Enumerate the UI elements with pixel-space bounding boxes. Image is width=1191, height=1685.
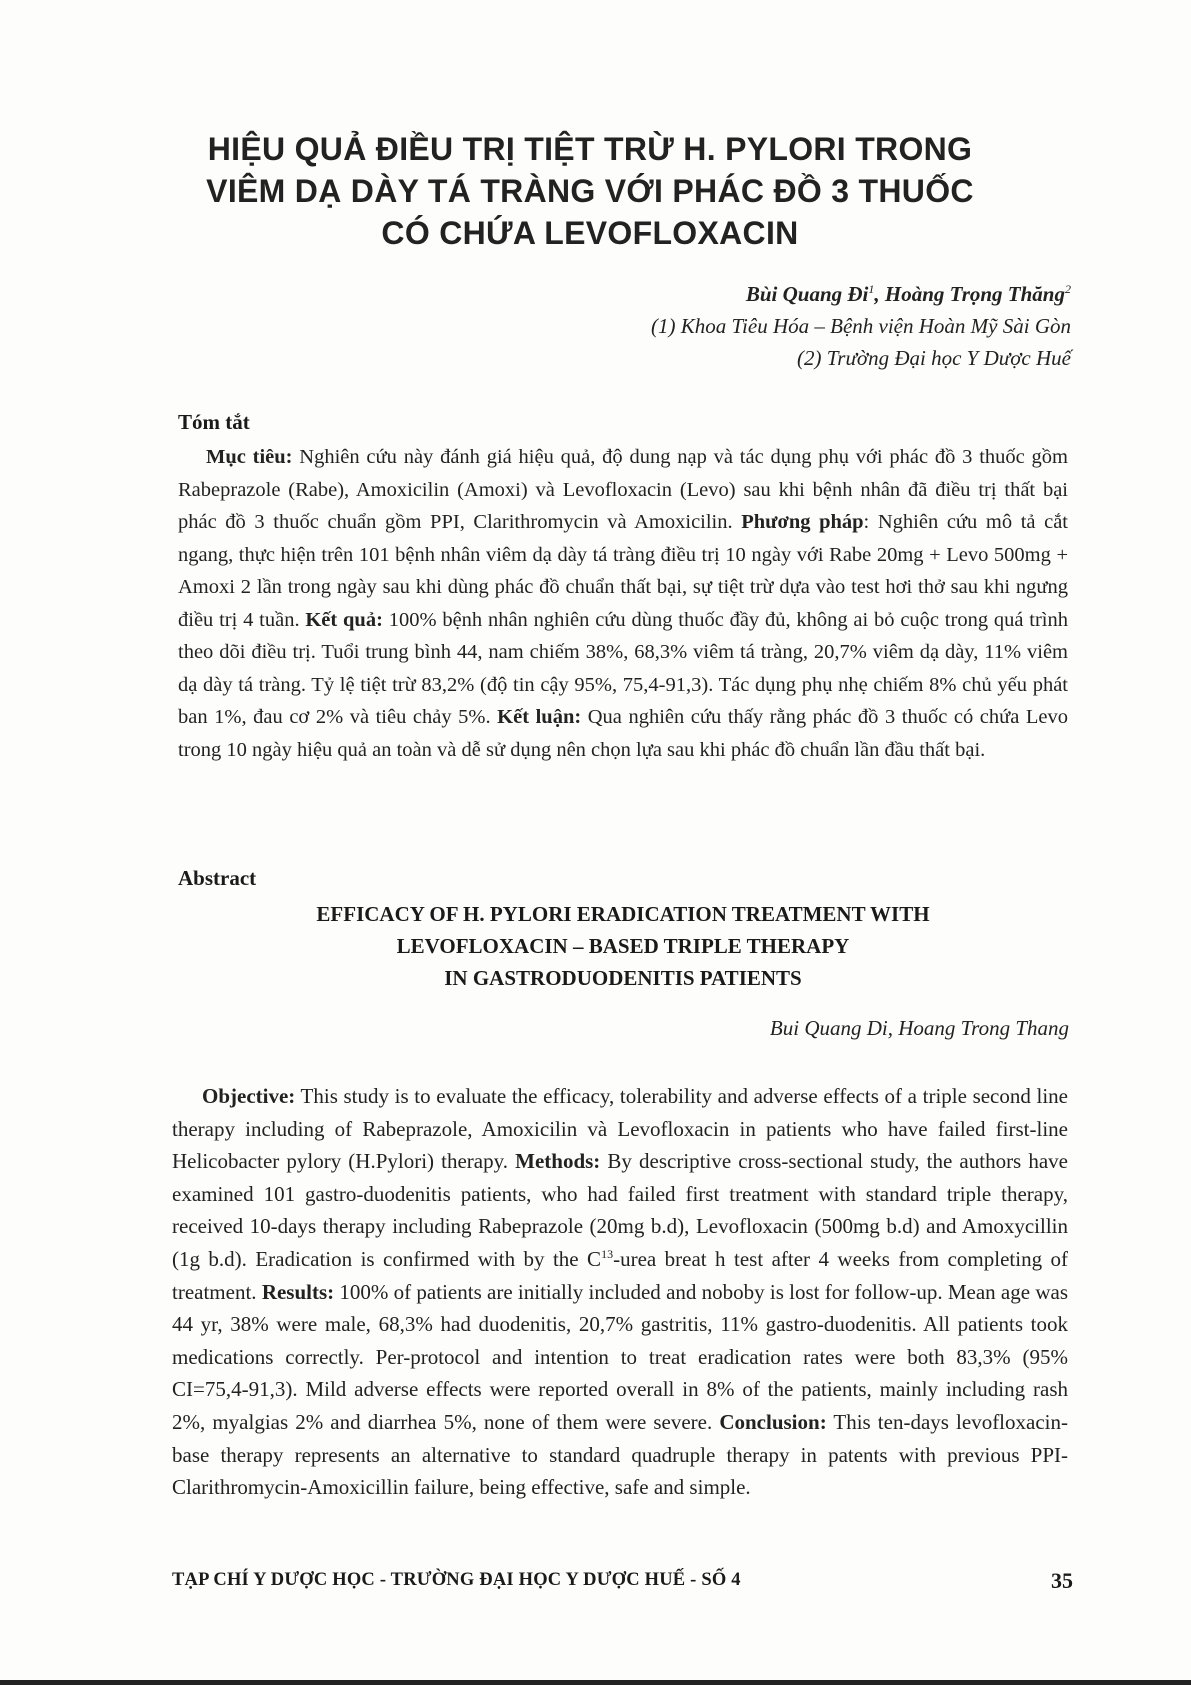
affiliation-2: (2) Trường Đại học Y Dược Huế	[797, 346, 1071, 370]
author-2: Hoàng Trọng Thăng	[884, 282, 1065, 306]
author-2-affiliation-mark: 2	[1065, 282, 1071, 296]
abstract-methods-text-b: -urea breat h test after 4 weeks from completing of treatment.	[172, 1246, 1069, 1304]
summary-result-label: Kết quả:	[305, 608, 383, 631]
bottom-edge-rule	[0, 1680, 1191, 1685]
summary-method-text: : Nghiên cứu mô tả cắt ngang, thực hiện trên 101 bệnh nhân viêm dạ dày tá tràng điều trị 10 ngày với Rabe 20mg + Levo 500mg + Amoxi 2 lần trong ngày sau khi dùng phác đồ chuẩn thất bại, sự tiệt trừ dựa vào test hơi thở sau khi ngưng điều trị 4 tuần.	[178, 511, 1068, 631]
title-line-3: CÓ CHỨA LEVOFLOXACIN	[381, 215, 799, 251]
abstract-title-line-3: IN GASTRODUODENITIS PATIENTS	[444, 966, 802, 990]
abstract-results-label: Results:	[261, 1279, 335, 1304]
abstract-title-line-1: EFFICACY OF H. PYLORI ERADICATION TREATMENT WITH	[316, 902, 930, 926]
summary-objective-label: Mục tiêu:	[206, 446, 293, 468]
abstract-conclusion-label: Conclusion:	[719, 1409, 827, 1434]
abstract-methods-superscript: 13	[601, 1246, 614, 1261]
summary-method-label: Phương pháp	[741, 511, 864, 533]
abstract-heading: Abstract	[178, 866, 257, 890]
summary-conclusion-text: Qua nghiên cứu thấy rằng phác đồ 3 thuốc có chứa Levo trong 10 ngày hiệu quả an toàn và dễ sử dụng nên chọn lựa sau khi phác đồ chuẩn lần đầu thất bại.	[178, 706, 1069, 761]
author-block	[651, 278, 1071, 374]
abstract-title-line-2: LEVOFLOXACIN – BASED TRIPLE THERAPY	[396, 934, 850, 958]
abstract-authors: Bui Quang Di, Hoang Trong Thang	[769, 1016, 1069, 1040]
summary-result-text: 100% bệnh nhân nghiên cứu dùng thuốc đầy đủ, không ai bỏ cuộc trong quá trình theo dõi điều trị. Tuổi trung bình 44, nam chiếm 38%, 68,3% viêm tá tràng, 20,7% viêm dạ dày, 11% viêm dạ dày tá tràng. Tỷ lệ tiệt trừ 83,2% (độ tin cậy 95%, 75,4-91,3). Tác dụng phụ nhẹ chiếm 8% chủ yếu phát ban 1%, đau cơ 2% và tiêu chảy 5%.	[178, 608, 1068, 728]
affiliation-1: (1) Khoa Tiêu Hóa – Bệnh viện Hoàn Mỹ Sài Gòn	[651, 314, 1071, 338]
abstract-methods-label: Methods:	[515, 1149, 601, 1174]
abstract-title	[178, 898, 1068, 994]
author-1: Bùi Quang Đi	[745, 282, 869, 306]
summary-heading: Tóm tắt	[178, 410, 250, 434]
author-1-affiliation-mark: 1	[868, 282, 875, 296]
abstract-objective-label: Objective:	[202, 1084, 296, 1108]
abstract-methods-text-a: By descriptive cross-sectional study, the authors have examined 101 gastro-duodenitis patients, who had failed first treatment with standard triple therapy, received 10-days therapy including Rabeprazole (20mg b.d), Levofloxacin (500mg b.d) and Amoxycillin (1g b.d). Eradication is confirmed with by the C	[172, 1149, 1068, 1271]
summary-conclusion-label: Kết luận:	[497, 706, 582, 728]
summary-objective-text: Nghiên cứu này đánh giá hiệu quả, độ dung nạp và tác dụng phụ với phác đồ 3 thuốc gồm Rabeprazole (Rabe), Amoxicilin (Amoxi) và Levofloxacin (Levo) sau khi bệnh nhân đã điều trị thất bại phác đồ 3 thuốc chuẩn gồm PPI, Clarithromycin và Amoxicilin.	[178, 446, 1068, 533]
footer-journal-name: TẠP CHÍ Y DƯỢC HỌC - TRƯỜNG ĐẠI HỌC Y DƯỢC HUẾ - SỐ 4	[172, 1570, 741, 1590]
abstract-conclusion-text: This ten-days levofloxacin-base therapy represents an alternative to standard quadruple therapy in patents with previous PPI-Clarithromycin-Amoxicillin failure, being effective, safe and simple.	[172, 1409, 1068, 1500]
footer-page-number: 35	[1051, 1568, 1073, 1593]
title-line-2: VIÊM DẠ DÀY TÁ TRÀNG VỚI PHÁC ĐỒ 3 THUỐC	[206, 173, 974, 209]
title-line-1: HIỆU QUẢ ĐIỀU TRỊ TIỆT TRỪ H. PYLORI TRONG	[207, 131, 973, 167]
author-separator: ,	[874, 282, 885, 306]
abstract-objective-text: This study is to evaluate the efficacy, tolerability and adverse effects of a triple second line therapy including of Rabeprazole, Amoxicilin và Levofloxacin in patients who have failed first-line Helicobacter pylory (H.Pylori) therapy.	[172, 1084, 1068, 1174]
author-names	[651, 278, 1071, 310]
abstract-results-text: 100% of patients are initially included and noboby is lost for follow-up. Mean age was 44 yr, 38% were male, 68,3% had duodenitis, 20,7% gastritis, 11% gastro-duodenitis. All patients took medications correctly. Per-protocol and intention to treat eradication rates were both 83,3% (95% CI=75,4-91,3). Mild adverse effects were reported overall in 8% of the patients, mainly including rash 2%, myalgias 2% and diarrhea 5%, none of them were severe.	[172, 1279, 1068, 1434]
paper-title	[150, 128, 1030, 254]
abstract-paragraph	[172, 1080, 1068, 1504]
summary-paragraph	[178, 441, 1068, 766]
